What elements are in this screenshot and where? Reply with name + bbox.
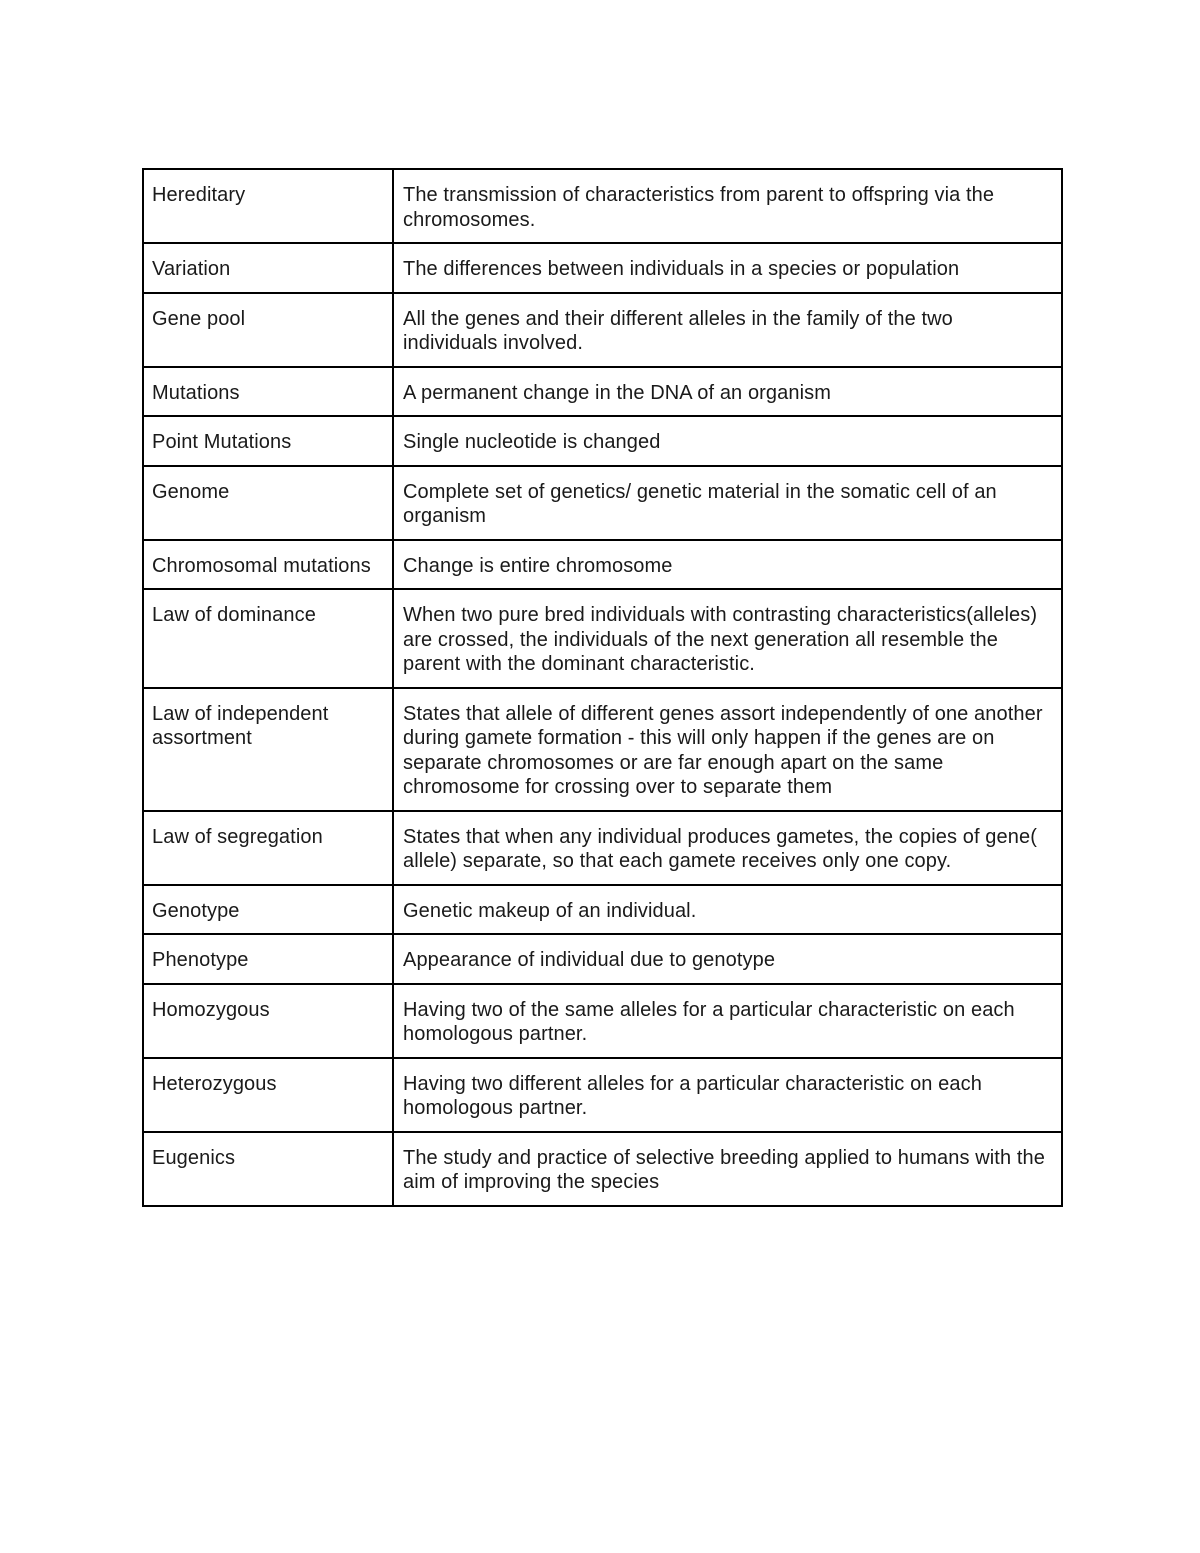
table-row: [143, 1058, 1062, 1132]
term-cell: Chromosomal mutations: [143, 540, 393, 590]
table-row: [143, 540, 1062, 590]
table-row: [143, 984, 1062, 1058]
table-row: [143, 885, 1062, 935]
table-row: [143, 367, 1062, 417]
definition-cell: The differences between individuals in a species or population: [393, 243, 1062, 293]
table-row: [143, 1132, 1062, 1206]
definition-cell: States that allele of different genes assort independently of one another during gamete formation - this will only happen if the genes are on separate chromosomes or are far enough apart on the same chromosome for crossing over to separate them: [393, 688, 1062, 811]
table-row: [143, 293, 1062, 367]
term-cell: Variation: [143, 243, 393, 293]
table-row: [143, 466, 1062, 540]
term-cell: Law of independent assortment: [143, 688, 393, 811]
definition-cell: Single nucleotide is changed: [393, 416, 1062, 466]
term-cell: Mutations: [143, 367, 393, 417]
term-cell: Phenotype: [143, 934, 393, 984]
definition-cell: Having two of the same alleles for a particular characteristic on each homologous partner.: [393, 984, 1062, 1058]
definition-cell: Having two different alleles for a particular characteristic on each homologous partner.: [393, 1058, 1062, 1132]
definition-cell: All the genes and their different alleles in the family of the two individuals involved.: [393, 293, 1062, 367]
definition-cell: When two pure bred individuals with contrasting characteristics(alleles) are crossed, the individuals of the next generation all resemble the parent with the dominant characteristic.: [393, 589, 1062, 688]
table-row: [143, 169, 1062, 243]
table-row: [143, 934, 1062, 984]
term-cell: Homozygous: [143, 984, 393, 1058]
term-cell: Point Mutations: [143, 416, 393, 466]
glossary-table: [142, 168, 1063, 1207]
table-row: [143, 811, 1062, 885]
term-cell: Heterozygous: [143, 1058, 393, 1132]
table-row: [143, 688, 1062, 811]
definition-cell: Genetic makeup of an individual.: [393, 885, 1062, 935]
table-row: [143, 416, 1062, 466]
definition-cell: States that when any individual produces gametes, the copies of gene( allele) separate, so that each gamete receives only one copy.: [393, 811, 1062, 885]
term-cell: Hereditary: [143, 169, 393, 243]
definition-cell: The transmission of characteristics from parent to offspring via the chromosomes.: [393, 169, 1062, 243]
term-cell: Law of segregation: [143, 811, 393, 885]
definition-cell: Change is entire chromosome: [393, 540, 1062, 590]
term-cell: Genome: [143, 466, 393, 540]
term-cell: Genotype: [143, 885, 393, 935]
term-cell: Gene pool: [143, 293, 393, 367]
definition-cell: A permanent change in the DNA of an organism: [393, 367, 1062, 417]
term-cell: Law of dominance: [143, 589, 393, 688]
table-row: [143, 589, 1062, 688]
table-row: [143, 243, 1062, 293]
definition-cell: Complete set of genetics/ genetic material in the somatic cell of an organism: [393, 466, 1062, 540]
definition-cell: Appearance of individual due to genotype: [393, 934, 1062, 984]
definition-cell: The study and practice of selective breeding applied to humans with the aim of improving the species: [393, 1132, 1062, 1206]
term-cell: Eugenics: [143, 1132, 393, 1206]
